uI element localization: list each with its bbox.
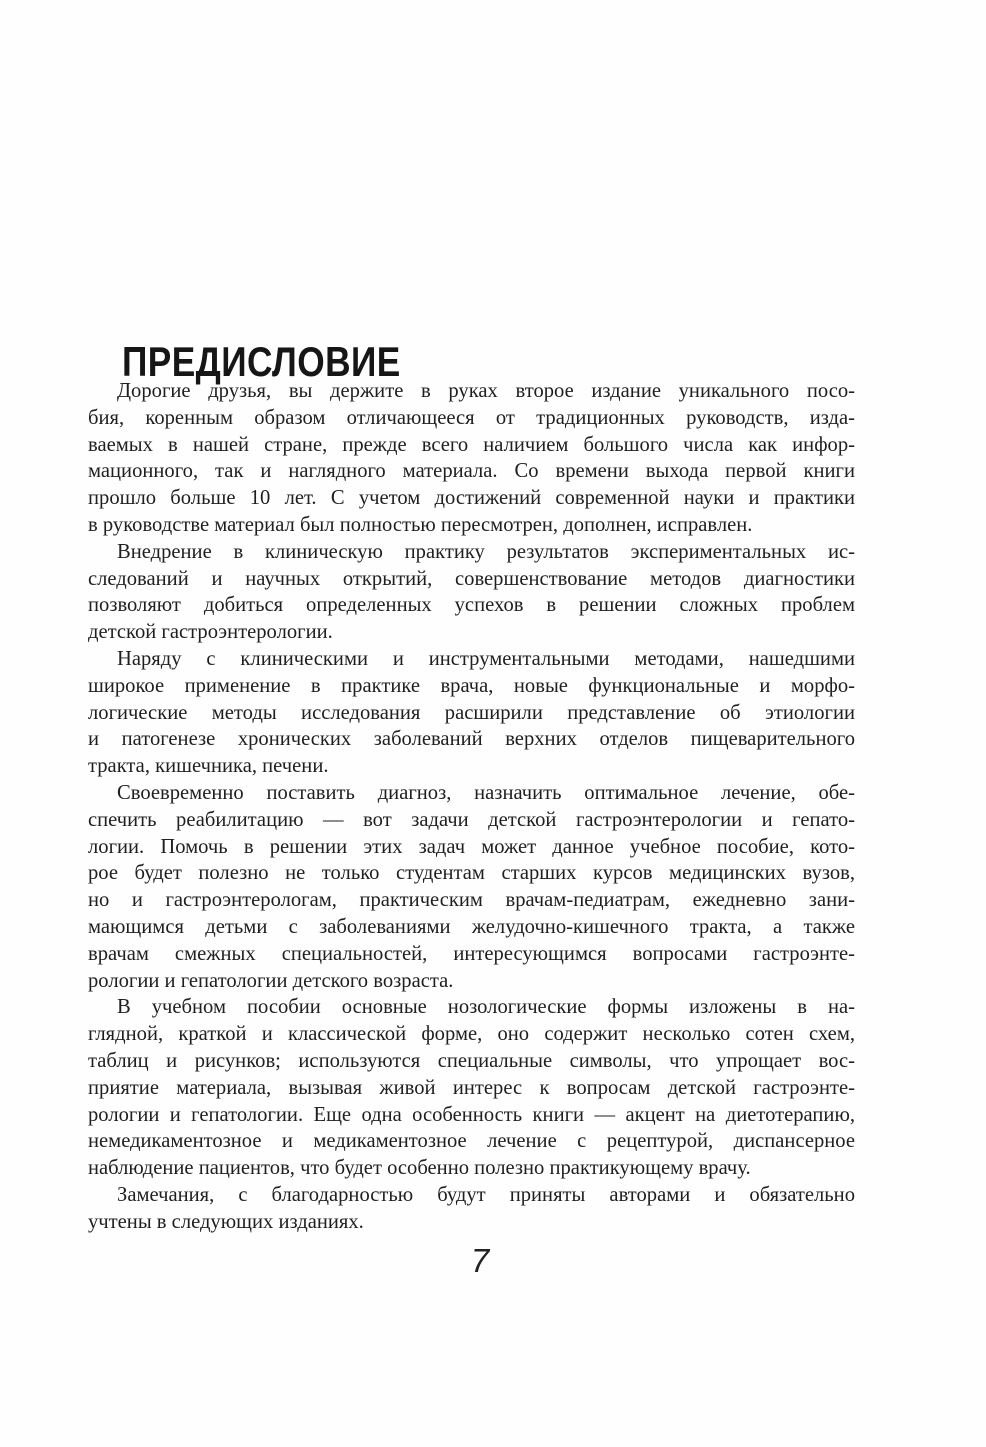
preface-text xyxy=(88,378,855,1236)
text-line: Внедрение в клиническую практику результатов экспериментальных ис- xyxy=(117,540,855,563)
text-line: и патогенезе хронических заболеваний верхних отделов пищеварительного xyxy=(88,728,855,751)
text-line: Своевременно поставить диагноз, назначить оптимальное лечение, обе- xyxy=(117,781,855,804)
text-line: учтены в следующих изданиях. xyxy=(88,1210,364,1233)
text-line: ваемых в нашей стране, прежде всего наличием большого числа как инфор- xyxy=(88,433,855,456)
text-line: в руководстве материал был полностью пересмотрен, дополнен, исправлен. xyxy=(88,513,753,536)
text-line: но и гастроэнтерологам, практическим врачам-педиатрам, ежедневно зани- xyxy=(88,889,855,912)
text-line: Дорогие друзья, вы держите в руках второе издание уникального посо- xyxy=(117,380,855,402)
text-line: мационного, так и наглядного материала. Со времени выхода первой книги xyxy=(88,460,855,483)
text-line: Замечания, с благодарностью будут приняты авторами и обязательно xyxy=(117,1183,855,1206)
paragraph xyxy=(88,539,855,646)
text-line: таблиц и рисунков; используются специальные символы, что упрощает вос- xyxy=(88,1049,855,1072)
text-line: мающимся детьми с заболеваниями желудочно-кишечного тракта, а также xyxy=(88,915,855,938)
text-line: логические методы исследования расширили представление об этиологии xyxy=(88,701,855,724)
text-line: бия, коренным образом отличающееся от традиционных руководств, изда- xyxy=(88,406,855,429)
text-line: рологии и гепатологии детского возраста. xyxy=(88,969,454,992)
text-line: Наряду с клиническими и инструментальными методами, нашедшими xyxy=(117,647,855,670)
text-line: приятие материала, вызывая живой интерес к вопросам детской гастроэнте- xyxy=(88,1076,855,1099)
text-line: широкое применение в практике врача, новые функциональные и морфо- xyxy=(88,674,855,697)
text-line: В учебном пособии основные нозологические формы изложены в на- xyxy=(117,996,855,1019)
paragraph xyxy=(88,780,855,994)
text-line: рологии и гепатологии. Еще одна особенность книги — акцент на диетотерапию, xyxy=(88,1103,855,1126)
text-line: тракта, кишечника, печени. xyxy=(88,755,329,778)
text-line: врачам смежных специальностей, интересующимся вопросами гастроэнте- xyxy=(88,942,855,965)
text-line: логии. Помочь в решении этих задач может данное учебное пособие, кото- xyxy=(88,835,855,858)
page-number: 7 xyxy=(470,1242,490,1279)
text-line: следований и научных открытий, совершенствование методов диагностики xyxy=(88,567,855,590)
paragraph xyxy=(88,646,855,780)
text-line: наблюдение пациентов, что будет особенно полезно практикующему врачу. xyxy=(88,1157,751,1180)
chapter-title: ПРЕДИСЛОВИЕ xyxy=(122,338,401,386)
text-line: рое будет полезно не только студентам старших курсов медицинских вузов, xyxy=(88,862,855,885)
paragraph xyxy=(88,994,855,1182)
text-line: прошло больше 10 лет. С учетом достижений современной науки и практики xyxy=(88,487,855,510)
text-line: немедикаментозное и медикаментозное лечение с рецептурой, диспансерное xyxy=(88,1130,855,1153)
paragraph xyxy=(88,378,855,539)
text-line: спечить реабилитацию — вот задачи детской гастроэнтерологии и гепато- xyxy=(88,808,855,831)
text-line: позволяют добиться определенных успехов в решении сложных проблем xyxy=(88,594,855,617)
paragraph xyxy=(88,1182,855,1236)
text-line: детской гастроэнтерологии. xyxy=(88,621,333,644)
text-line: глядной, краткой и классической форме, оно содержит несколько сотен схем, xyxy=(88,1023,855,1046)
